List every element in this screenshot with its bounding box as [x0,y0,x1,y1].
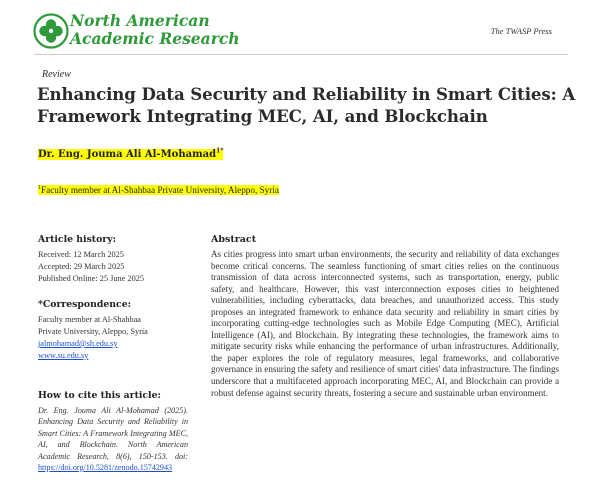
author-highlight [38,149,223,160]
header-divider [34,54,568,55]
citation-body: Dr. Eng. Jouma Ali Al-Mohamad (2025). Enhancing Data Security and Reliability in Smart Cities: A Framework Integrating MEC, AI, and Blockchain. North American Academic Research, 8(6), 150-153. doi: [38,406,188,461]
citation-heading: How to cite this article: [38,390,161,401]
article-title [37,83,577,127]
abstract-body: As cities progress into smart urban environments, the security and reliability of data exchanges become critical concerns. The seamless functioning of smart cities relies on the continuous transmission of data across interconnected systems, such as transportation, energy, public safety, and healthcare. However, this vast interconnection exposes cities to heightened vulnerabilities, including cyberattacks, data breaches, and unauthorized access. This study proposes an integrated framework to enhance data security and reliability in smart cities by incorporating cutting-edge technologies such as Mobile Edge Computing (MEC), Artificial Intelligence (AI), and Blockchain. By integrating these technologies, the framework aims to mitigate security risks while enhancing the performance of urban infrastructures. Additionally, the paper explores the role of regulatory measures, legal frameworks, and collaborative governance in ensuring the safety and resilience of smart cities' data infrastructure. The findings underscore that a multifaceted approach incorporating MEC, AI, and Blockchain can provide a robust defense against security threats, fostering a secure and sustainable urban environment. [211,249,559,398]
publisher-label: The TWASP Press [490,26,552,36]
history-received: Received: 12 March 2025 [38,250,124,259]
journal-name-line2: Academic Research [70,29,240,48]
correspondence-line2: Private University, Aleppo, Syria [38,327,148,336]
correspondence-email-link[interactable]: jalmohamad@sh.edu.sy [38,339,118,348]
article-title-line2: Framework Integrating MEC, AI, and Blockchain [37,106,488,126]
clover-ring-icon [33,13,69,49]
citation-text [38,405,188,473]
correspondence-website-link[interactable]: www.su.edu.sy [38,351,89,360]
correspondence-line1: Faculty member at Al-Shahbaa [38,315,141,324]
author-text: Dr. Eng. Jouma Ali Al-Mohamad [38,149,217,161]
history-accepted: Accepted: 29 March 2025 [38,262,125,271]
article-type: Review [42,69,71,80]
citation-doi-link[interactable]: https://doi.org/10.5281/zenodo.15742943 [38,463,173,473]
journal-name [70,12,240,48]
article-title-line1: Enhancing Data Security and Reliability in Smart Cities: A [37,84,576,104]
affiliation-text: Faculty member at Al-Shahbaa Private University, Aleppo, Syria [41,185,279,196]
journal-name-line1: North American [70,11,210,30]
abstract-heading: Abstract [211,234,257,245]
correspondence-heading: *Correspondence: [38,299,132,310]
affiliation-superscript: 1 [38,185,41,191]
author-name [38,148,223,160]
author-superscript: 1* [216,148,224,155]
author-affiliation [38,185,279,195]
history-heading: Article history: [38,234,117,245]
affiliation-highlight [38,185,279,195]
history-published: Published Online: 25 June 2025 [38,274,145,283]
